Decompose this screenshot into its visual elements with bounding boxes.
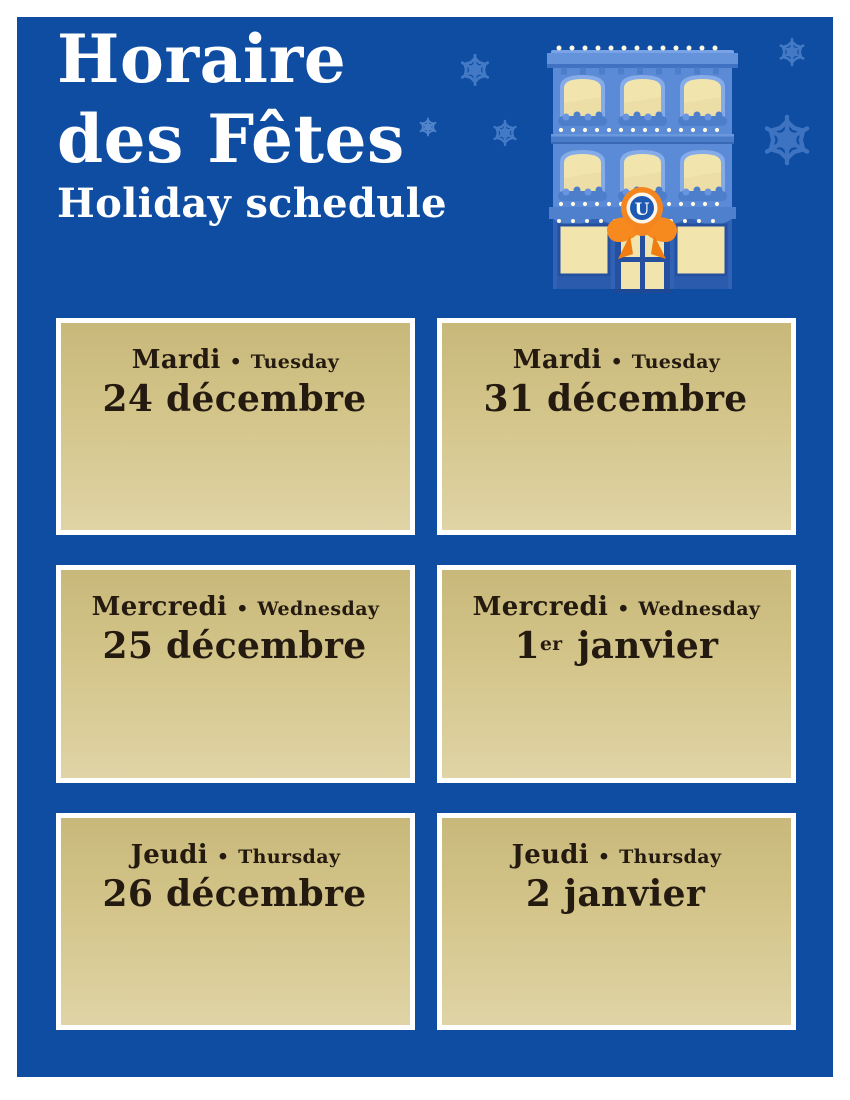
day-label-fr: Mardi — [512, 345, 602, 375]
day-label-fr: Mercredi — [472, 592, 609, 623]
date-text-tail: janvier — [564, 625, 719, 668]
schedule-card-4 — [437, 565, 796, 782]
day-line — [512, 840, 722, 870]
date-superscript: er — [540, 632, 563, 655]
date-text: 24 décembre — [102, 378, 367, 420]
day-label-fr: Jeudi — [511, 839, 589, 870]
bullet-separator: • — [229, 351, 242, 373]
date-label — [515, 625, 719, 667]
bullet-separator: • — [617, 598, 630, 621]
day-line — [132, 345, 339, 375]
shop-window-right — [676, 225, 726, 275]
date-label — [103, 378, 369, 420]
schedule-card-5 — [56, 813, 415, 1030]
schedule-card-1 — [56, 318, 415, 535]
day-line — [513, 345, 720, 375]
date-text: 26 décembre — [102, 872, 367, 915]
date-label — [103, 625, 369, 667]
schedule-card-2 — [437, 318, 796, 535]
snowflake-icon — [777, 37, 807, 67]
snowflake-icon — [458, 53, 492, 87]
snowflake-icon — [760, 113, 814, 167]
date-text: 1 — [514, 625, 541, 668]
day-label-en: Wednesday — [257, 598, 380, 621]
day-line — [131, 840, 341, 870]
day-label-en: Tuesday — [250, 351, 340, 373]
shop-window-left — [559, 225, 609, 275]
schedule-card-3 — [56, 565, 415, 782]
schedule-card-6 — [437, 813, 796, 1030]
u-logo-badge — [621, 187, 663, 229]
day-label-fr: Jeudi — [130, 839, 208, 870]
page-title-line1: Horaire — [57, 20, 347, 98]
day-label-en: Tuesday — [631, 351, 721, 373]
bullet-separator: • — [597, 845, 611, 868]
bullet-separator: • — [236, 598, 249, 621]
date-text: 2 janvier — [525, 872, 706, 915]
roof-band — [547, 53, 738, 64]
storefront-illustration — [545, 43, 740, 293]
day-label-fr: Mardi — [131, 345, 221, 375]
day-label-en: Thursday — [238, 845, 341, 868]
poster-background — [17, 17, 833, 1077]
date-label — [103, 873, 369, 915]
day-label-fr: Mercredi — [91, 592, 228, 623]
date-text: 31 décembre — [483, 378, 748, 420]
day-line — [473, 592, 761, 622]
page-subtitle: Holiday schedule — [57, 180, 447, 227]
roof-lip — [547, 64, 738, 68]
u-logo-letter: U — [634, 200, 650, 220]
page-title-line2: des Fêtes — [57, 100, 405, 178]
day-label-en: Thursday — [619, 845, 722, 868]
date-label — [526, 873, 707, 915]
header — [57, 19, 447, 227]
schedule-grid — [56, 318, 796, 1030]
date-text: 25 décembre — [102, 625, 367, 668]
snowflake-icon — [491, 119, 519, 147]
bullet-separator: • — [216, 845, 230, 868]
bullet-separator: • — [610, 351, 623, 373]
day-label-en: Wednesday — [638, 598, 761, 621]
snowflake-icon — [418, 117, 438, 137]
day-line — [92, 592, 380, 622]
date-label — [484, 378, 750, 420]
